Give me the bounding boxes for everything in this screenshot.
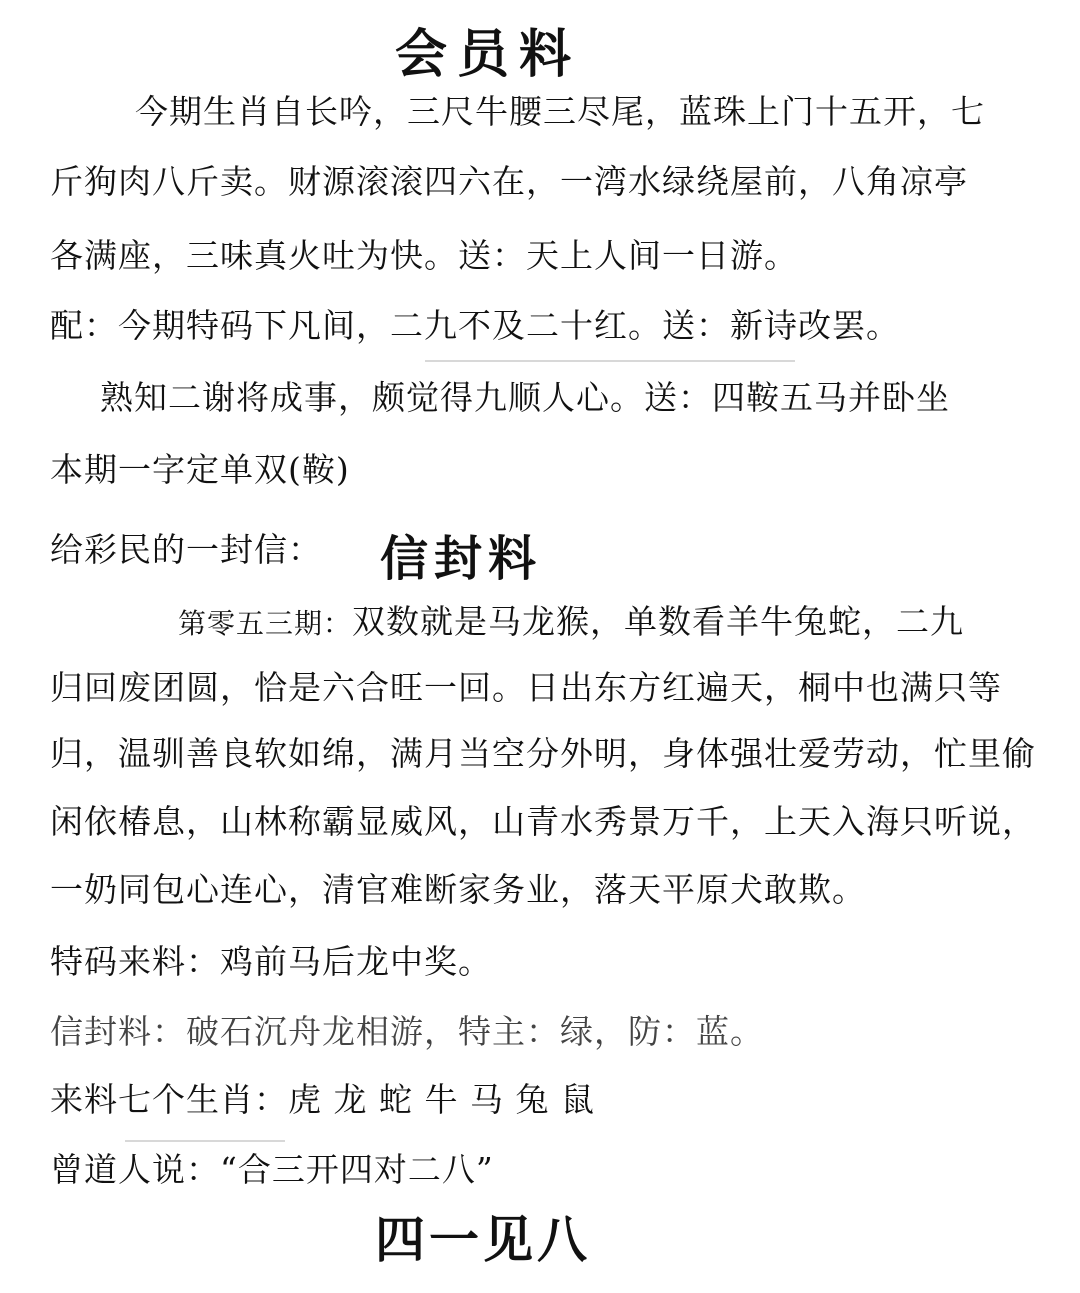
envelope-line-5: 一奶同包心连心，清官难断家务业，落天平原犬敢欺。 xyxy=(50,870,866,909)
tema-line: 特码来料：鸡前马后龙中奖。 xyxy=(50,942,492,981)
members-line-3: 各满座，三味真火吐为快。送：天上人间一日游。 xyxy=(50,236,798,275)
envelope-line-4: 闲依椿息，山林称霸显威风，山青水秀景万千，上天入海只听说， xyxy=(50,802,1036,841)
title-members: 会员料 xyxy=(395,25,582,85)
seven-zodiac-line: 来料七个生肖：虎 龙 蛇 牛 马 兔 鼠 xyxy=(50,1080,595,1119)
members-line-5: 熟知二谢将成事，颇觉得九顺人心。送：四鞍五马并卧坐 xyxy=(100,378,950,417)
envelope-line-3: 归，温驯善良软如绵，满月当空分外明，身体强壮爱劳动，忙里偷 xyxy=(50,734,1036,773)
xinfeng-line: 信封料：破石沉舟龙相游，特主：绿，防：蓝。 xyxy=(50,1012,764,1051)
envelope-line-1: 双数就是马龙猴，单数看羊牛兔蛇，二九 xyxy=(352,602,965,641)
title-envelope: 信封料 xyxy=(380,531,543,587)
members-line-1: 今期生肖自长吟，三尺牛腰三尽尾，蓝珠上门十五开，七 xyxy=(135,92,985,131)
letter-label: 给彩民的一封信： xyxy=(50,530,322,569)
period-label: 第零五三期： xyxy=(178,607,353,640)
title-footer: 四一见八 xyxy=(375,1211,591,1269)
members-line-6: 本期一字定单双(鞍) xyxy=(50,450,350,489)
scan-artifact-2 xyxy=(125,1140,285,1142)
members-line-4: 配：今期特码下凡间，二九不及二十红。送：新诗改罢。 xyxy=(50,306,900,345)
scan-artifact xyxy=(425,360,795,362)
members-line-2: 斤狗肉八斤卖。财源滚滚四六在，一湾水绿绕屋前，八角凉亭 xyxy=(50,162,968,201)
zeng-line: 曾道人说：“合三开四对二八” xyxy=(50,1150,494,1189)
envelope-line-2: 归回废团圆，恰是六合旺一回。日出东方红遍天，桐中也满只等 xyxy=(50,668,1002,707)
